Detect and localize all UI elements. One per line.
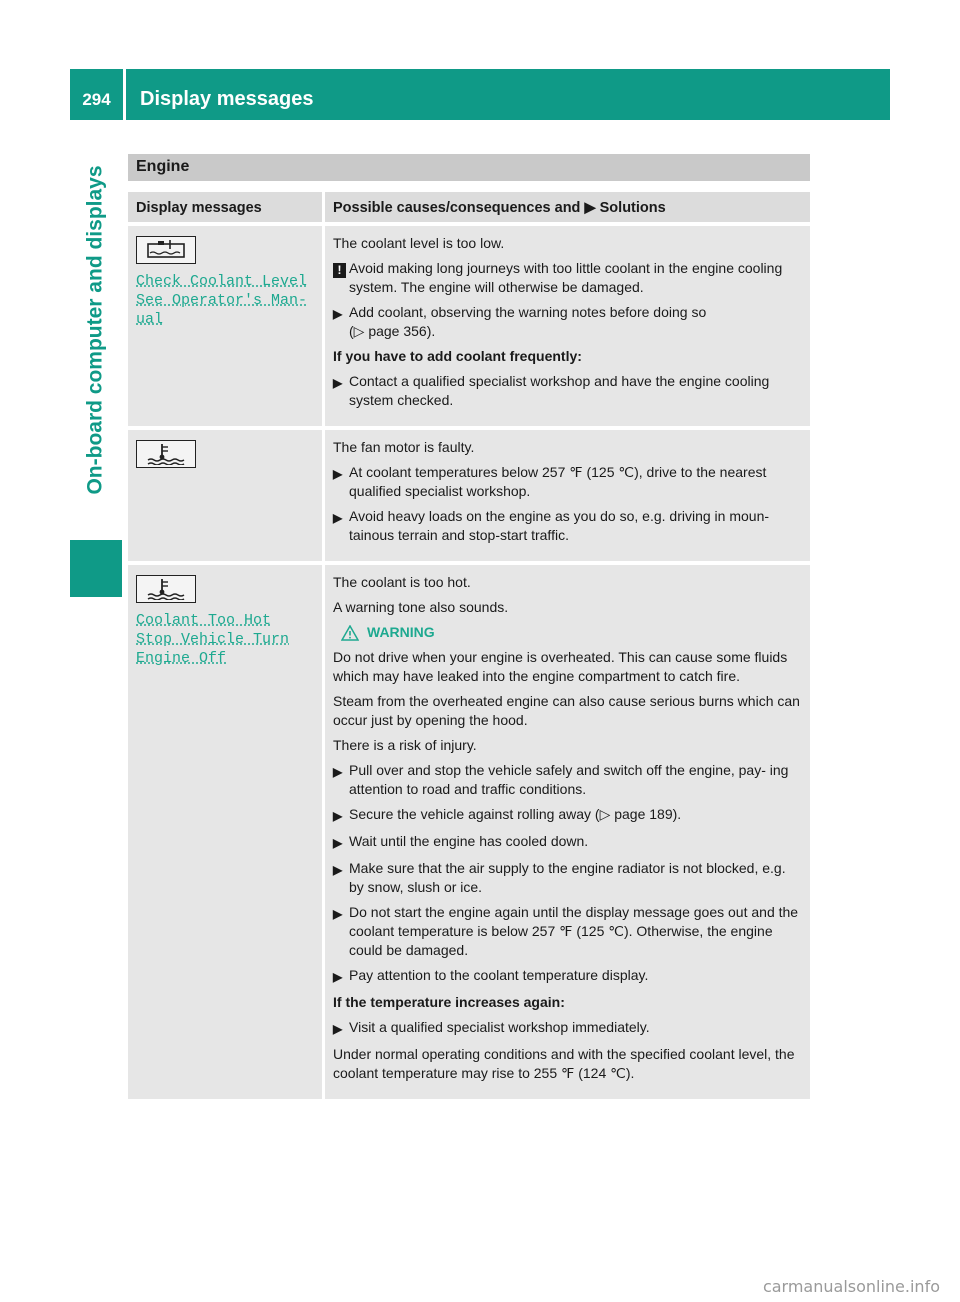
side-tab-marker bbox=[70, 540, 122, 597]
column-header-causes-label: Possible causes/consequences and bbox=[333, 200, 581, 216]
column-header-solutions-label: Solutions bbox=[599, 200, 666, 216]
solutions-cell bbox=[325, 226, 810, 426]
cause-text: The coolant level is too low. bbox=[333, 235, 505, 251]
solutions-cell bbox=[325, 430, 810, 561]
step-text-wrap bbox=[349, 303, 706, 341]
table-row bbox=[128, 565, 810, 1099]
step-text: Make sure that the air supply to the engine radiator is not blocked, e.g. by snow, slush or ice. bbox=[349, 860, 786, 895]
solution-step bbox=[333, 507, 802, 545]
display-messages-table bbox=[128, 188, 810, 1103]
coolant-level-icon bbox=[136, 236, 196, 264]
warning-heading bbox=[341, 623, 802, 642]
exclamation-icon: ! bbox=[333, 259, 349, 297]
step-arrow-icon: ▶ bbox=[333, 970, 343, 984]
side-tab-label: On-board computer and displays bbox=[84, 165, 107, 495]
coolant-temperature-fan-icon bbox=[136, 440, 196, 468]
display-message-line: Coolant Too Hot bbox=[136, 612, 272, 629]
step-arrow-icon: ▶ bbox=[333, 765, 343, 779]
display-message-line: Engine Off bbox=[136, 650, 227, 667]
solution-step bbox=[333, 761, 802, 799]
solution-step bbox=[333, 463, 802, 501]
step-text: Contact a qualified specialist workshop and have the engine cooling system checked. bbox=[349, 373, 770, 408]
step-arrow-icon: ▶ bbox=[333, 467, 343, 481]
warning-text: Do not drive when your engine is overheated. This can cause some fluids which may have leaked into the engine compartment to catch fire. bbox=[333, 649, 788, 684]
solution-step bbox=[333, 966, 802, 987]
cause-text: The coolant is too hot. bbox=[333, 574, 471, 590]
side-tab bbox=[70, 120, 122, 540]
page-title: Display messages bbox=[140, 88, 314, 110]
page-header-bar bbox=[70, 69, 890, 120]
cause-text: A warning tone also sounds. bbox=[333, 599, 509, 615]
warning-text: There is a risk of injury. bbox=[333, 737, 477, 753]
display-cell bbox=[128, 565, 325, 1099]
subheading: If you have to add coolant frequently: bbox=[333, 348, 582, 364]
table-header-row bbox=[128, 192, 810, 222]
note-text: Avoid making long journeys with too little coolant in the engine cooling system. The engine will otherwise be damaged. bbox=[349, 260, 783, 295]
warning-triangle-icon bbox=[341, 625, 359, 641]
step-arrow-icon: ▶ bbox=[333, 809, 343, 823]
step-arrow-icon: ▶ bbox=[333, 376, 343, 390]
step-text: Pull over and stop the vehicle safely and switch off the engine, pay‐ ing attention to road and traffic conditions. bbox=[349, 762, 789, 797]
table-row bbox=[128, 430, 810, 561]
display-message-line: ual bbox=[136, 311, 164, 328]
display-message-line: See Operator's Man‐ bbox=[136, 292, 308, 309]
table-row bbox=[128, 226, 810, 426]
step-arrow-icon: ▶ bbox=[333, 1022, 343, 1036]
step-text: Wait until the engine has cooled down. bbox=[349, 833, 589, 849]
warning-label: WARNING bbox=[367, 624, 435, 640]
solutions-cell bbox=[325, 565, 810, 1099]
step-text: Add coolant, observing the warning notes before doing so bbox=[349, 304, 707, 320]
display-cell bbox=[128, 226, 325, 426]
solution-step bbox=[333, 303, 802, 341]
column-header-display-messages: Display messages bbox=[128, 192, 325, 222]
coolant-temperature-icon bbox=[136, 575, 196, 603]
step-arrow-icon: ▶ bbox=[333, 836, 343, 850]
solution-arrow-icon: ▶ bbox=[584, 200, 596, 216]
step-text: Visit a qualified specialist workshop immediately. bbox=[349, 1019, 650, 1035]
solution-step bbox=[333, 903, 802, 960]
solution-step bbox=[333, 805, 802, 826]
step-text: Do not start the engine again until the display message goes out and the coolant temperature is below 257 ℉ (125 ℃). Otherwise, the engine could be damaged. bbox=[349, 904, 799, 958]
page-number: 294 bbox=[70, 69, 126, 120]
step-text: Avoid heavy loads on the engine as you do so, e.g. driving in moun‐ tainous terrain and stop-start traffic. bbox=[349, 508, 770, 543]
column-header-causes bbox=[325, 192, 810, 222]
closing-text: Under normal operating conditions and with the specified coolant level, the coolant temperature may rise to 255 ℉ (124 ℃). bbox=[333, 1046, 795, 1081]
subheading: If the temperature increases again: bbox=[333, 994, 565, 1010]
section-title: Engine bbox=[128, 154, 810, 181]
solution-step bbox=[333, 832, 802, 853]
step-arrow-icon: ▶ bbox=[333, 307, 343, 321]
display-message-line: Stop Vehicle Turn bbox=[136, 631, 290, 648]
page-reference-link[interactable]: (▷ page 356). bbox=[349, 323, 436, 339]
step-arrow-icon: ▶ bbox=[333, 863, 343, 877]
step-text: Pay attention to the coolant temperature display. bbox=[349, 967, 649, 983]
solution-step bbox=[333, 859, 802, 897]
display-cell bbox=[128, 430, 325, 561]
watermark: carmanualsonline.info bbox=[762, 1277, 940, 1296]
step-arrow-icon: ▶ bbox=[333, 907, 343, 921]
solution-step bbox=[333, 1018, 802, 1039]
solution-step bbox=[333, 372, 802, 410]
cause-text: The fan motor is faulty. bbox=[333, 439, 475, 455]
warning-text: Steam from the overheated engine can also cause serious burns which can occur just by opening the hood. bbox=[333, 693, 800, 728]
step-text: Secure the vehicle against rolling away (▷ page 189). bbox=[349, 806, 682, 822]
step-text: At coolant temperatures below 257 ℉ (125 ℃), drive to the nearest qualified specialist workshop. bbox=[349, 464, 767, 499]
display-message-line: Check Coolant Level bbox=[136, 273, 308, 290]
note-item bbox=[333, 259, 802, 297]
step-arrow-icon: ▶ bbox=[333, 511, 343, 525]
